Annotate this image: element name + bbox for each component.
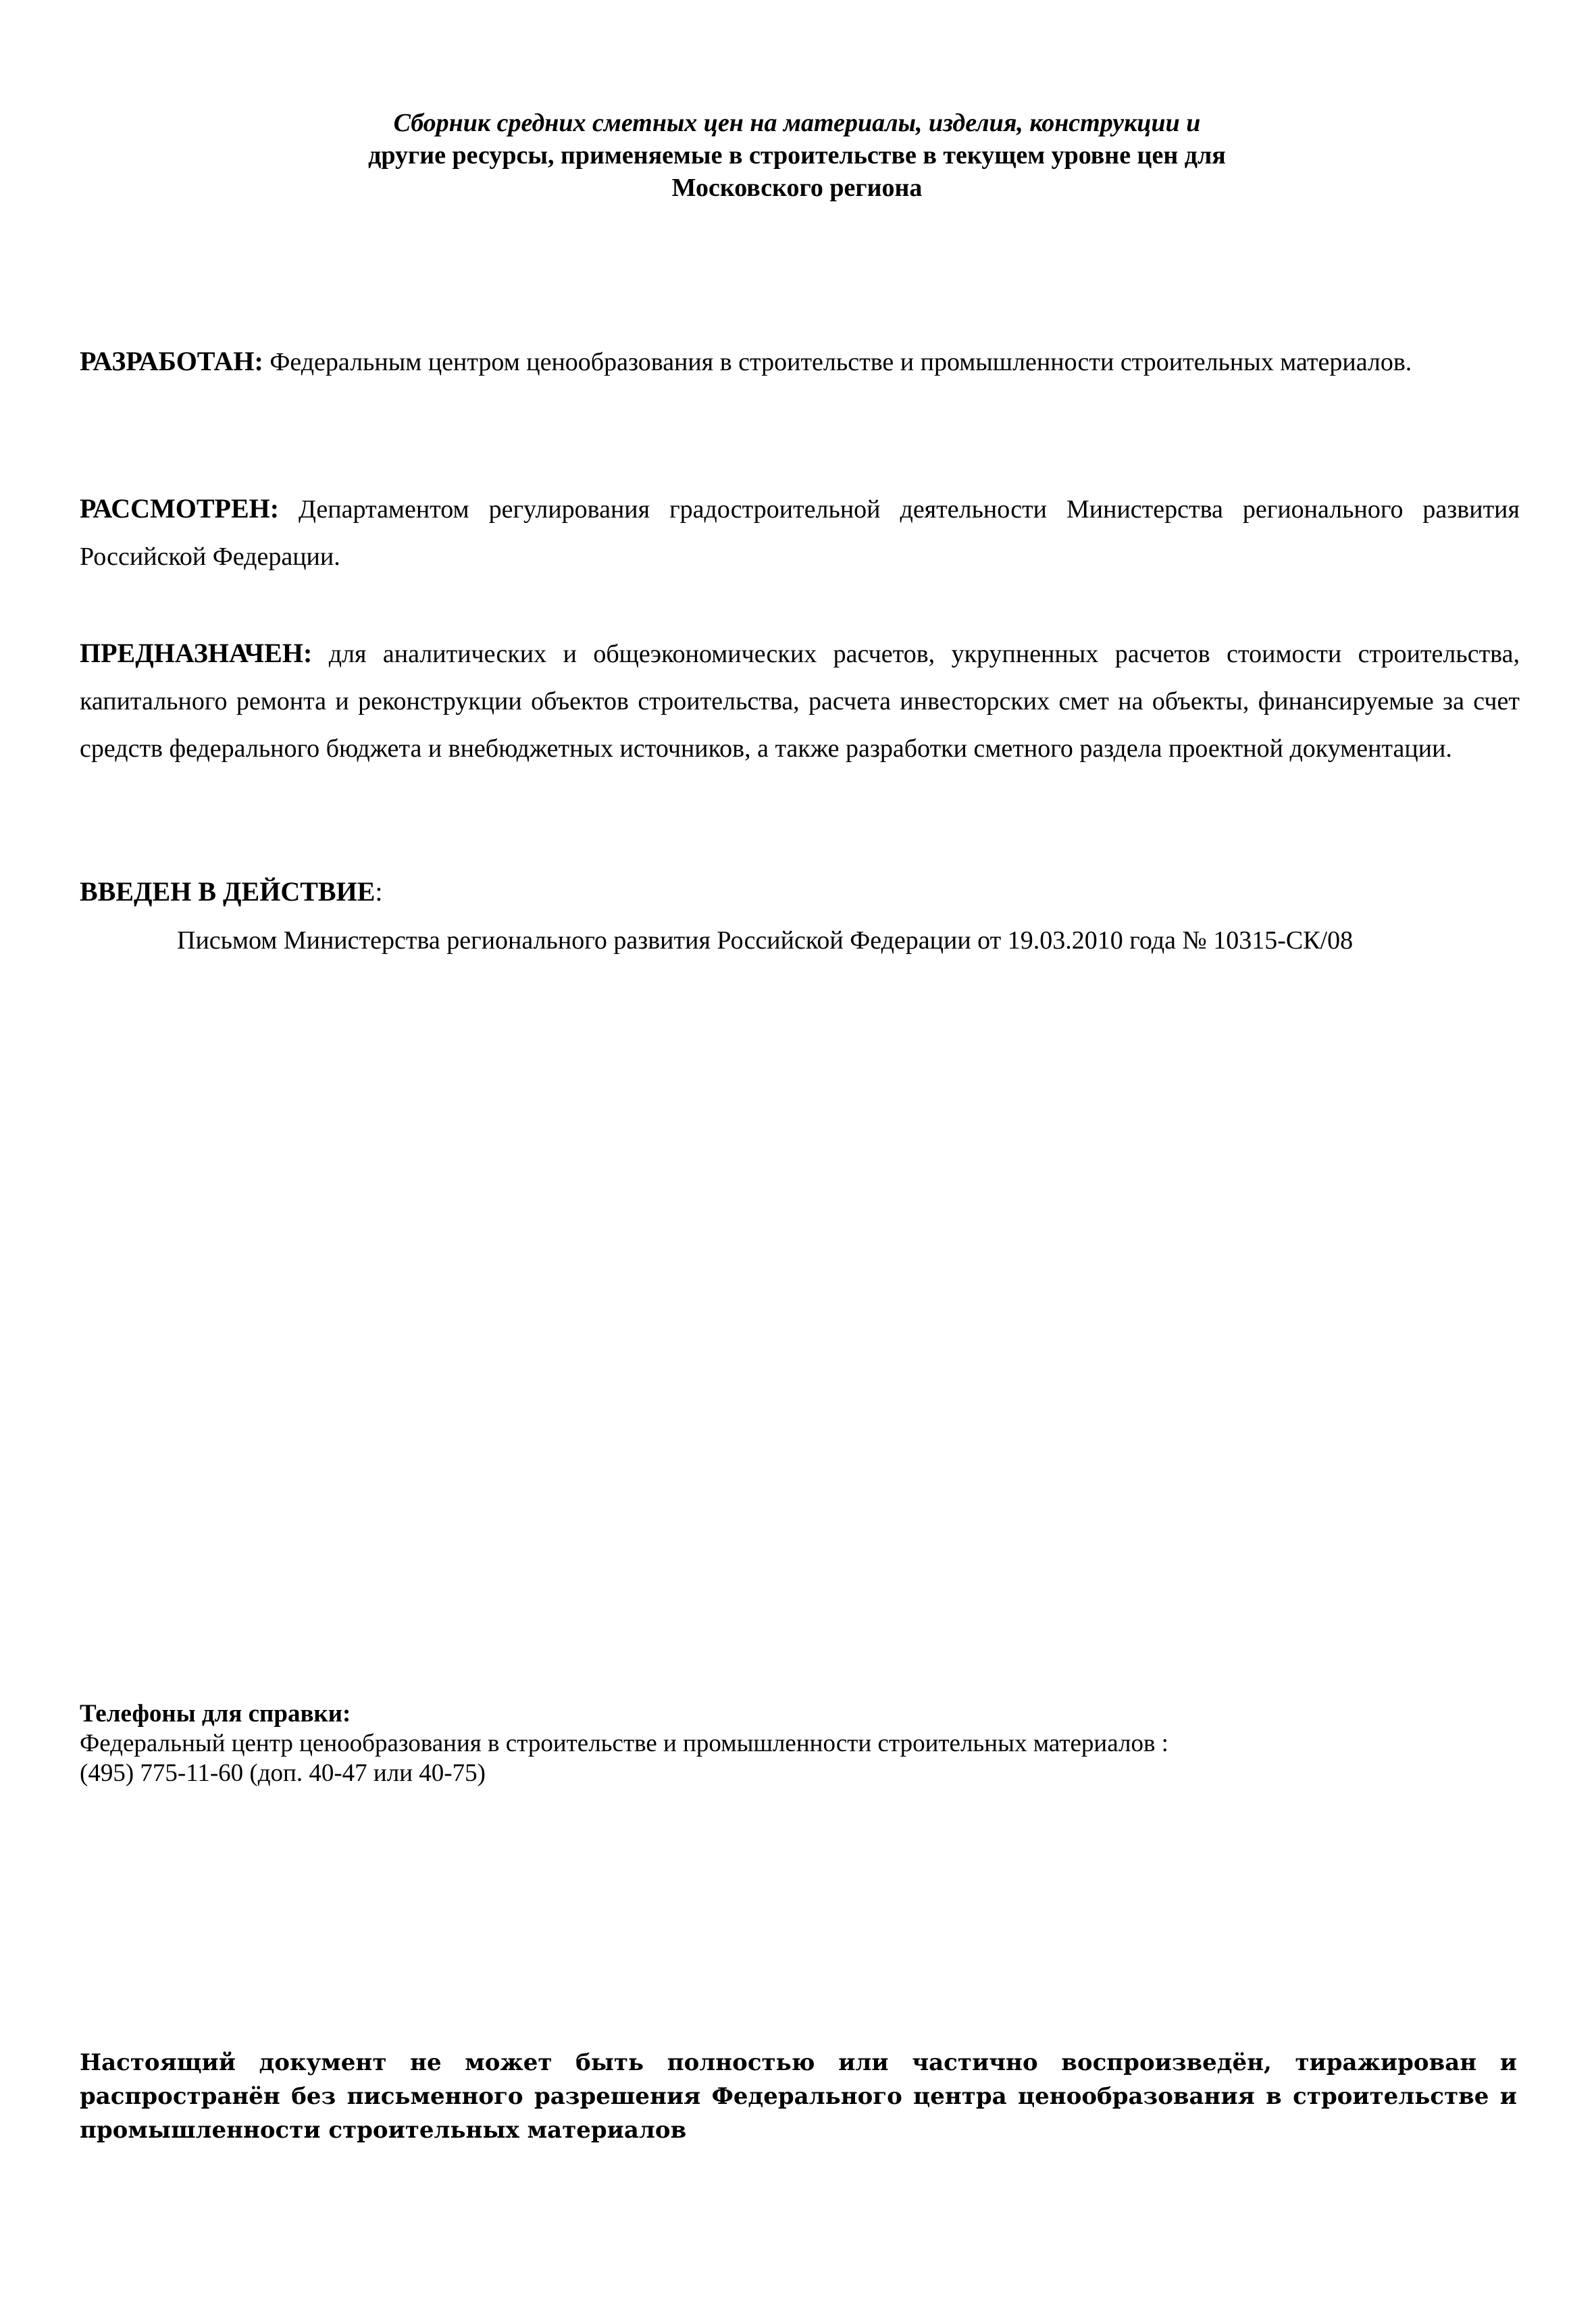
effective-label: [80, 873, 383, 911]
developed-by-paragraph: [80, 338, 1520, 386]
reviewed-by-paragraph: [80, 485, 1520, 580]
developed-by-label: РАЗРАБОТАН:: [80, 346, 263, 376]
purpose-label: ПРЕДНАЗНАЧЕН:: [80, 638, 313, 668]
developed-by-text: Федеральным центром ценообразования в строительстве и промышленности строительных материалов.: [263, 348, 1412, 376]
phones-title: Телефоны для справки:: [80, 1700, 351, 1728]
title-line-1: Сборник средних сметных цен на материалы, изделия, конструкции и: [393, 109, 1201, 137]
reviewed-by-text: Департаментом регулирования градостроительной деятельности Министерства регионального развития Российской Федерации.: [80, 495, 1520, 571]
title-line-2: другие ресурсы, применяемые в строительстве в текущем уровне цен для: [368, 141, 1226, 170]
effective-label-colon: :: [375, 876, 383, 907]
document-title: [203, 107, 1391, 204]
effective-label-text: ВВЕДЕН В ДЕЙСТВИЕ: [80, 876, 376, 907]
purpose-paragraph: [80, 630, 1520, 772]
effective-letter-text: Письмом Министерства регионального развития Российской Федерации от 19.03.2010 года № 10315-СК/08: [177, 926, 1354, 955]
title-line-3: Московского региона: [671, 174, 923, 202]
contact-phones-block: [80, 1699, 1168, 1788]
purpose-text: для аналитических и общеэкономических расчетов, укрупненных расчетов стоимости строительства, капитального ремонта и реконструкции объектов строительства, расчета инвесторских смет на объекты, финансируемые за счет средств федерального бюджета и внебюджетных источников, а также разработки сметного раздела проектной документации.: [80, 640, 1520, 763]
phones-organization: Федеральный центр ценообразования в строительстве и промышленности строительных материалов :: [80, 1730, 1168, 1757]
reviewed-by-label: РАССМОТРЕН:: [80, 493, 280, 524]
phones-numbers: (495) 775-11-60 (доп. 40-47 или 40-75): [80, 1759, 486, 1787]
copyright-notice: Настоящий документ не может быть полностью или частично воспроизведён, тиражирован и распространён без письменного разрешения Федерального центра ценообразования в строительстве и промышленности строительных материалов: [80, 2049, 1517, 2144]
